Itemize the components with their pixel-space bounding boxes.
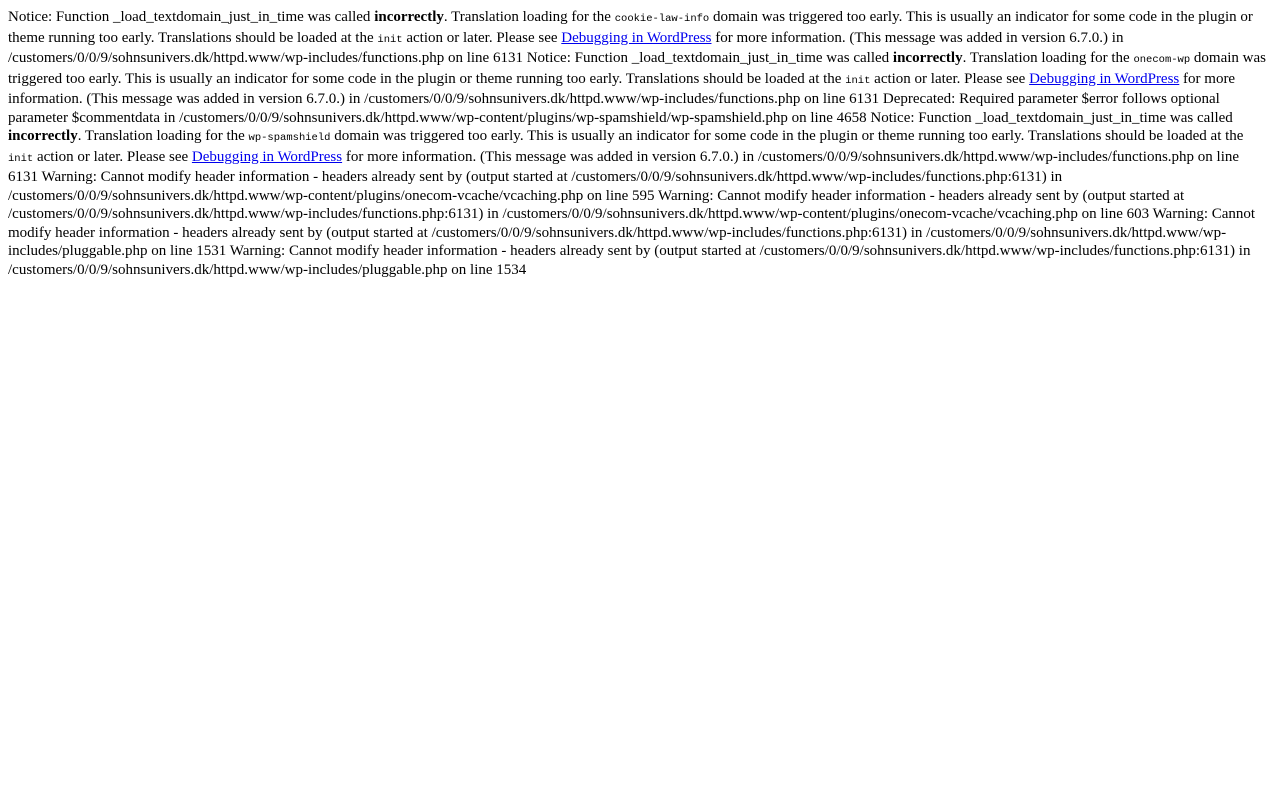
debugging-link[interactable]: Debugging in WordPress (1029, 70, 1180, 87)
warning-message: Warning: Cannot modify header information - headers already sent by (output started at /customers/0/0/9/sohnsunivers.dk/httpd.www/wp-includes/functions.php:6131) in /customers/0/0/9/sohnsunivers.dk/httpd.www/wp-content/plugins/onecom-vcache/vcaching.php on line 595 (8, 169, 1063, 204)
notice-text: Notice: Function _load_textdomain_just_in_time was called (526, 50, 893, 66)
notice-strong: incorrectly (892, 50, 963, 66)
notice-text: for more information. (This message was added in version 6.7.0.) in /customers/0/0/9/sohnsunivers.dk/httpd.www/wp-includes/functions.php on line 6131 (8, 70, 1236, 107)
init-code: init (8, 152, 34, 165)
notice-strong: incorrectly (374, 9, 444, 25)
notice-text: . Translation loading for the (962, 50, 1134, 66)
init-code: init (845, 74, 871, 87)
init-code: init (377, 33, 403, 46)
debugging-link[interactable]: Debugging in WordPress (561, 29, 712, 46)
debugging-link[interactable]: Debugging in WordPress (191, 148, 343, 165)
warning-message: Warning: Cannot modify header information - headers already sent by (output started at /customers/0/0/9/sohnsunivers.dk/httpd.www/wp-includes/functions.php:6131) in /customers/0/0/9/sohnsunivers.dk/httpd.www/wp-includes/pluggable.php on line 1531 (8, 206, 1256, 259)
notice-text: domain was triggered too early. This is usually an indicator for some code in the plugin or theme running too early. Translations should be loaded at the (330, 128, 1244, 144)
textdomain-code: wp-spamshield (248, 132, 331, 144)
notice-text: domain was triggered too early. This is usually an indicator for some code in the plugin or theme running too early. Translations should be loaded at the (8, 50, 1266, 87)
notice-text: action or later. Please see (402, 29, 562, 46)
notice-text: action or later. Please see (870, 70, 1030, 87)
notice-text: domain was triggered too early. This is usually an indicator for some code in the plugin or theme running too early. Translations should be loaded at the (8, 9, 1253, 46)
warning-message: Warning: Cannot modify header information - headers already sent by (output started at /customers/0/0/9/sohnsunivers.dk/httpd.www/wp-includes/functions.php:6131) in /customers/0/0/9/sohnsunivers.dk/httpd.www/wp-includes/pluggable.php on line 1534 (8, 243, 1251, 278)
notice-text: Notice: Function _load_textdomain_just_in_time was called (8, 9, 375, 25)
deprecated-message: Deprecated: Required parameter $error follows optional parameter $commentdata in /customers/0/0/9/sohnsunivers.dk/httpd.www/wp-content/plugins/wp-spamshield/wp-spamshield.php on line 4658 (8, 91, 1220, 126)
notice-text: . Translation loading for the (443, 9, 615, 25)
notice-strong: incorrectly (8, 128, 78, 144)
textdomain-code: onecom-wp (1133, 54, 1191, 66)
php-error-output (8, 8, 1272, 279)
textdomain-code: cookie-law-info (614, 13, 710, 25)
notice-text: action or later. Please see (33, 148, 192, 165)
notice-text: . Translation loading for the (77, 128, 249, 144)
warning-message: Warning: Cannot modify header information - headers already sent by (output started at /customers/0/0/9/sohnsunivers.dk/httpd.www/wp-includes/functions.php:6131) in /customers/0/0/9/sohnsunivers.dk/httpd.www/wp-content/plugins/onecom-vcache/vcaching.php on line 603 (8, 187, 1185, 222)
notice-text: for more information. (This message was added in version 6.7.0.) in /customers/0/0/9/sohnsunivers.dk/httpd.www/wp-includes/functions.php on line 6131 (8, 148, 1240, 185)
notice-text: for more information. (This message was added in version 6.7.0.) in /customers/0/0/9/sohnsunivers.dk/httpd.www/wp-includes/functions.php on line 6131 (8, 29, 1124, 66)
notice-text: Notice: Function _load_textdomain_just_in_time was called (870, 109, 1233, 126)
